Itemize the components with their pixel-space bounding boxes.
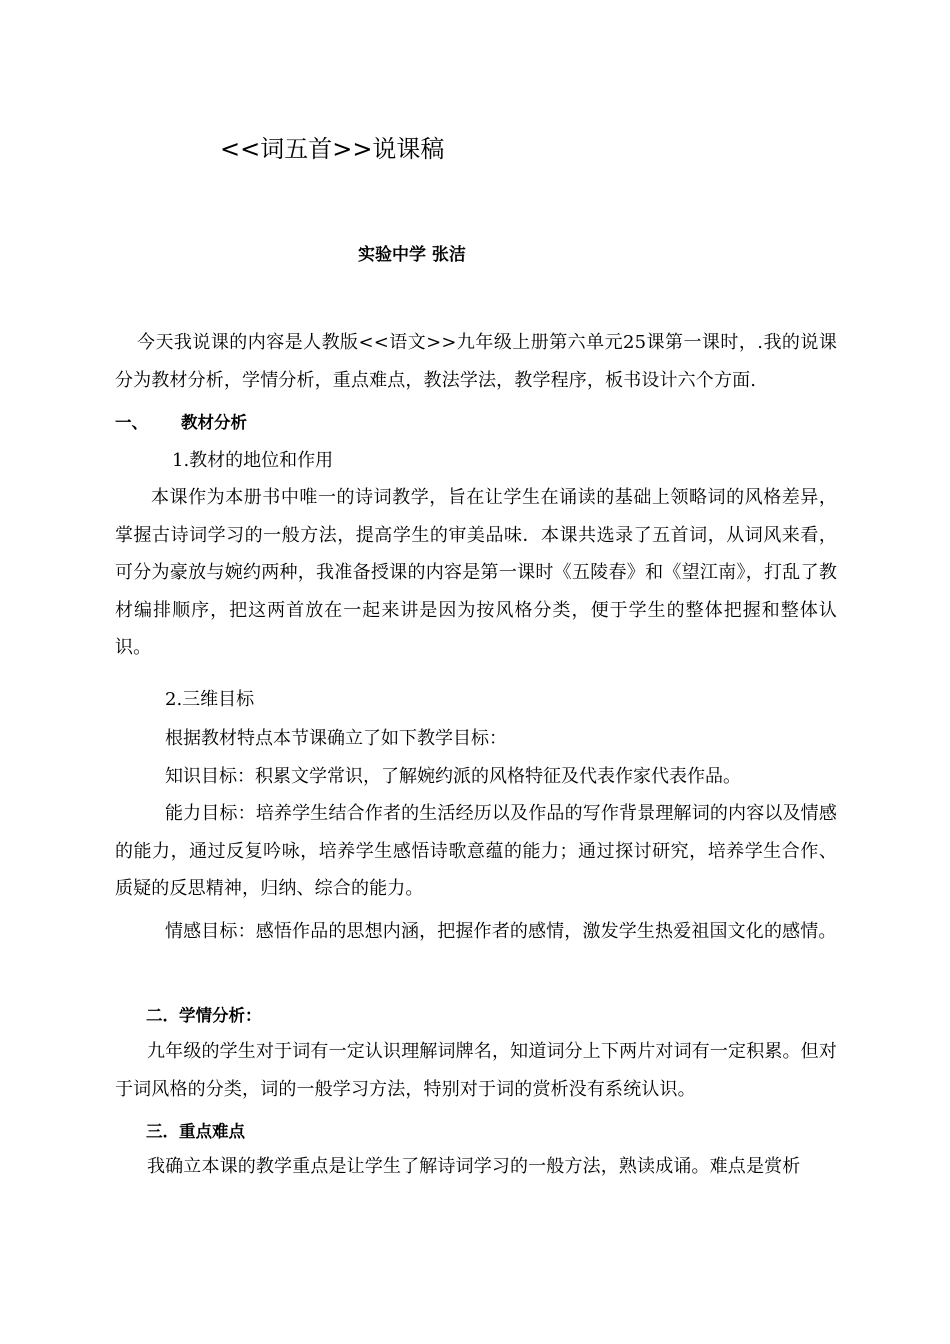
section-2-title: 二．学情分析： — [146, 1006, 262, 1025]
section-2-paragraph: 九年级的学生对于词有一定认识理解词牌名，知道词分上下两片对词有一定积累。但对于词风格的分类，词的一般学习方法，特别对于词的赏析没有系统认识。 — [115, 1041, 837, 1100]
author-line: 实验中学 张洁 — [358, 245, 466, 265]
subsection-1-paragraph: 本课作为本册书中唯一的诗词教学，旨在让学生在诵读的基础上领略词的风格差异，掌握古诗词学习的一般方法，提高学生的审美品味．本课共选录了五首词，从词风来看，可分为豪放与婉约两种，我准备授课的内容是第一课时《五陵春》和《望江南》，打乱了教材编排顺序，把这两首放在一起来讲是因为按风格分类，便于学生的整体把握和整体认识。 — [115, 487, 837, 659]
goals-intro: 根据教材特点本节课确立了如下教学目标： — [165, 728, 507, 749]
document-title: <<词五首>>说课稿 — [220, 135, 445, 163]
intro-paragraph: 今天我说课的内容是人教版<<语文>>九年级上册第六单元25课第一课时，.我的说课分为教材分析，学情分析，重点难点，教法学法，教学程序，板书设计六个方面. — [115, 332, 837, 391]
subsection-2-title: 2.三维目标 — [165, 689, 255, 710]
goal-ability: 能力目标：培养学生结合作者的生活经历以及作品的写作背景理解词的内容以及情感的能力，通过反复吟咏，培养学生感悟诗歌意蕴的能力；通过探讨研究，培养学生合作、质疑的反思精神，归纳、综合的能力。 — [115, 803, 837, 900]
section-3-title: 三．重点难点 — [146, 1122, 245, 1141]
section-1-number: 一、 — [115, 413, 148, 432]
goal-emotion: 情感目标：感悟作品的思想内涵，把握作者的感情，激发学生热爱祖国文化的感情。 — [165, 921, 837, 942]
subsection-1-title: 1.教材的地位和作用 — [172, 450, 334, 471]
goal-knowledge: 知识目标：积累文学常识，了解婉约派的风格特征及代表作家代表作品。 — [165, 766, 741, 787]
section-1-title: 教材分析 — [181, 413, 247, 432]
section-3-paragraph: 我确立本课的教学重点是让学生了解诗词学习的一般方法，熟读成诵。难点是赏析 — [147, 1156, 801, 1177]
